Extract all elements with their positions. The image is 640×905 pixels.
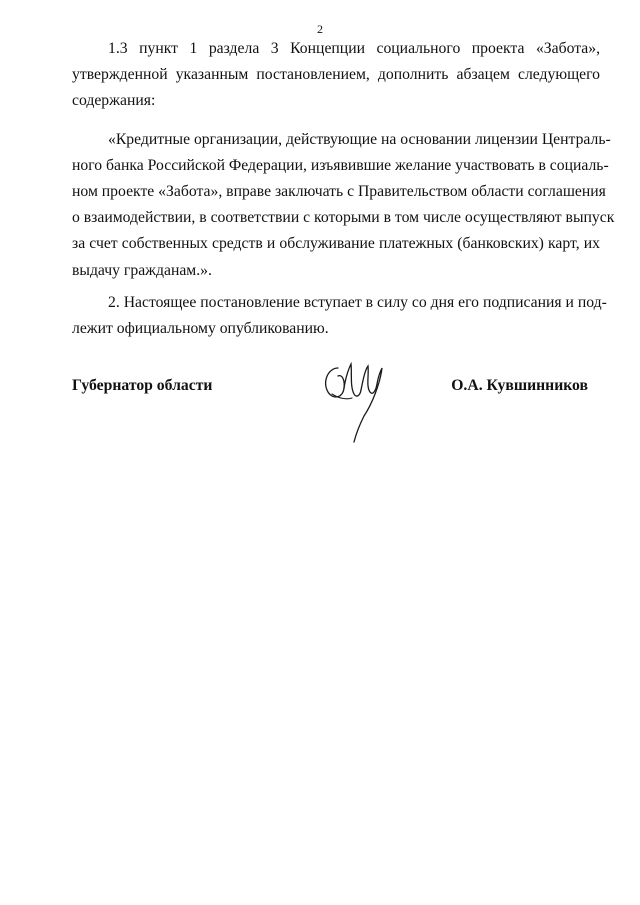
text-line: 1.3 пункт 1 раздела 3 Концепции социального проекта «Забота», bbox=[108, 40, 600, 57]
signer-name: О.А. Кувшинников bbox=[451, 377, 588, 394]
text-line: ного банка Российской Федерации, изъявившие желание участвовать в социаль- bbox=[72, 156, 609, 174]
text-line: ном проекте «Забота», вправе заключать с Правительством области соглашения bbox=[72, 183, 606, 201]
paragraph-entry-into-force bbox=[72, 290, 607, 342]
text-line: о взаимодействии, в соответствии с которыми в том числе осуществляют выпуск bbox=[72, 209, 615, 227]
text-line: выдачу гражданам.». bbox=[72, 261, 212, 279]
page-number: 2 bbox=[317, 22, 323, 36]
text-line: содержания: bbox=[72, 92, 156, 110]
text-line: «Кредитные организации, действующие на основании лицензии Централь- bbox=[108, 130, 611, 148]
handwritten-signature-icon bbox=[316, 354, 388, 446]
text-line: лежит официальному опубликованию. bbox=[72, 320, 329, 338]
paragraph-amendment-intro bbox=[72, 36, 600, 115]
text-line: 2. Настоящее постановление вступает в силу со дня его подписания и под- bbox=[108, 293, 607, 311]
signer-title: Губернатор области bbox=[72, 377, 213, 394]
document-body bbox=[72, 36, 615, 342]
text-line: утвержденной указанным постановлением, дополнить абзацем следующего bbox=[72, 66, 600, 84]
text-line: за счет собственных средств и обслуживание платежных (банковских) карт, их bbox=[72, 235, 600, 253]
paragraph-quoted-addition bbox=[72, 127, 615, 284]
